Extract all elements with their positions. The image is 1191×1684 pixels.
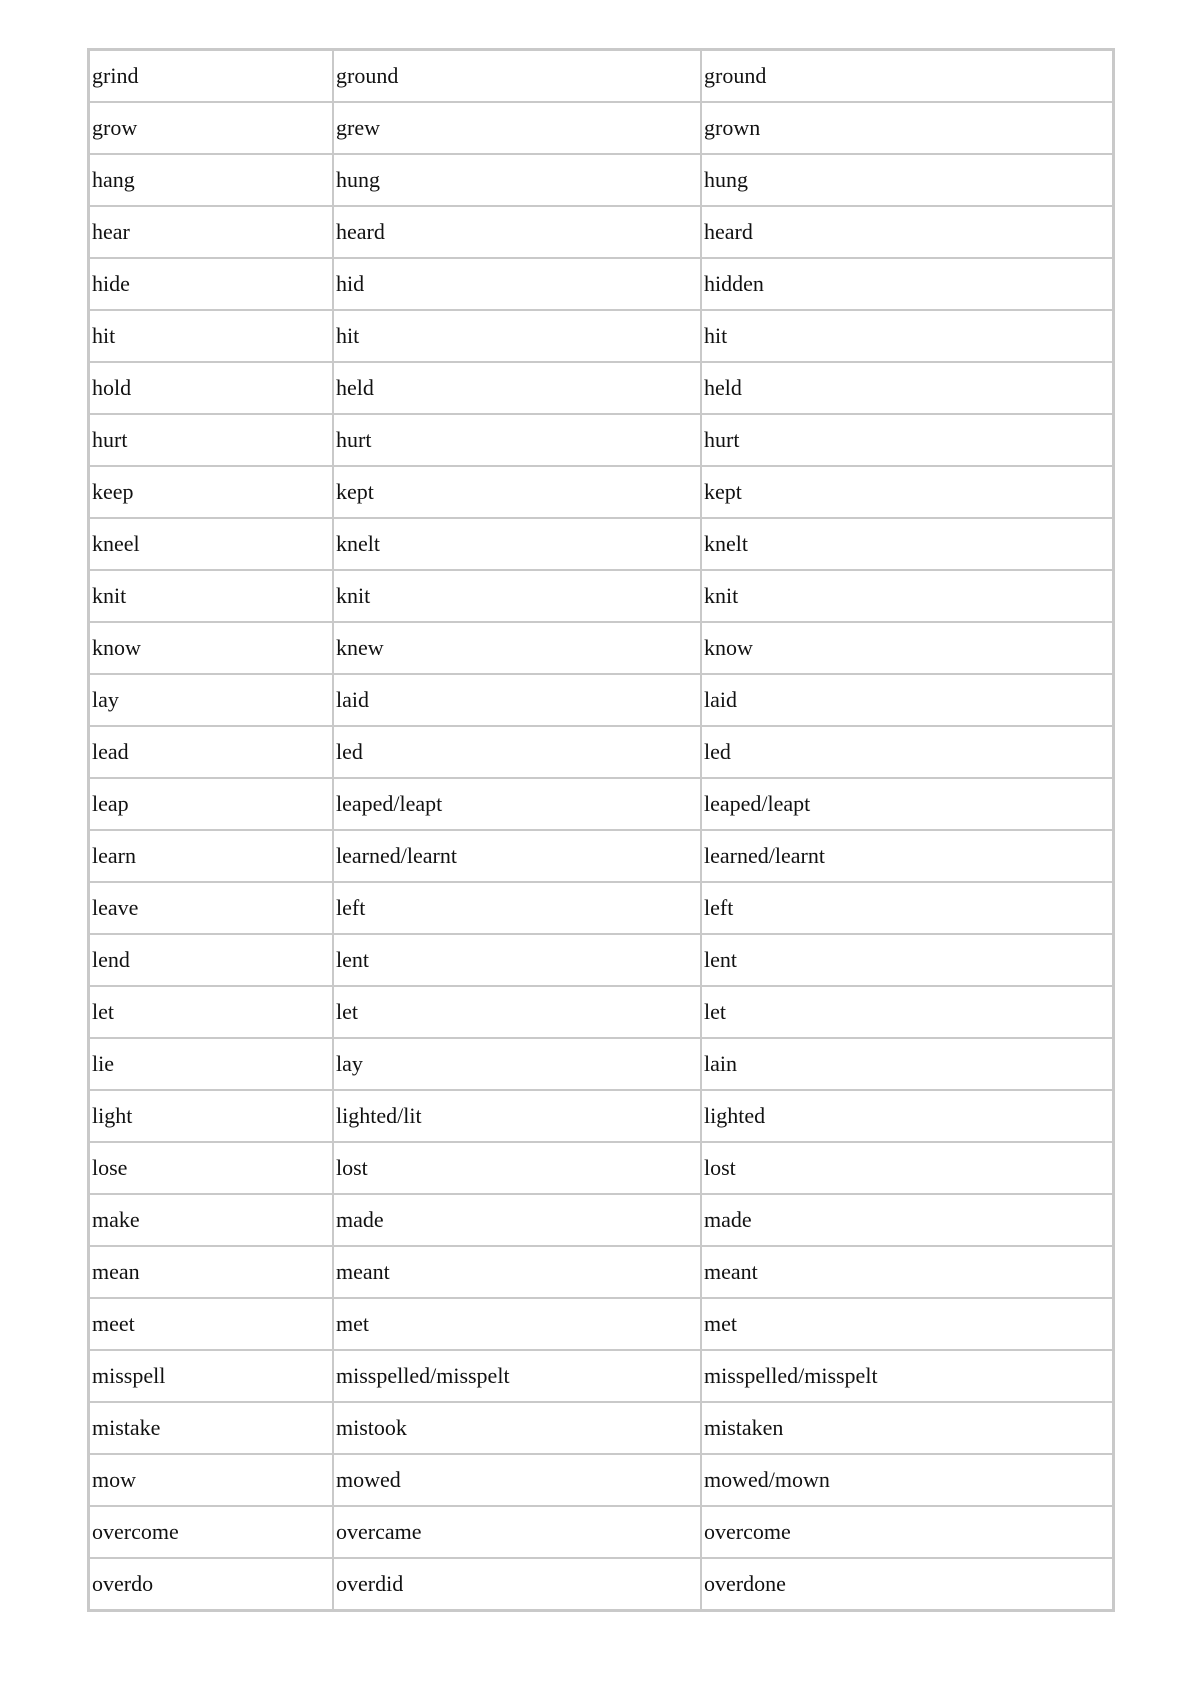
base-form-cell: grow (89, 102, 333, 154)
base-form-cell: hold (89, 362, 333, 414)
base-form-cell: overdo (89, 1558, 333, 1610)
past-simple-cell: hit (333, 310, 701, 362)
past-participle-cell: grown (701, 102, 1113, 154)
past-participle-cell: lent (701, 934, 1113, 986)
past-simple-cell: overcame (333, 1506, 701, 1558)
base-form-cell: hit (89, 310, 333, 362)
past-simple-cell: misspelled/misspelt (333, 1350, 701, 1402)
base-form-cell: leave (89, 882, 333, 934)
table-row (89, 830, 1113, 882)
past-simple-cell: meant (333, 1246, 701, 1298)
base-form-cell: kneel (89, 518, 333, 570)
past-participle-cell: laid (701, 674, 1113, 726)
base-form-cell: make (89, 1194, 333, 1246)
past-simple-cell: lay (333, 1038, 701, 1090)
table-row (89, 362, 1113, 414)
table-row (89, 1142, 1113, 1194)
past-participle-cell: heard (701, 206, 1113, 258)
table-row (89, 466, 1113, 518)
past-simple-cell: ground (333, 50, 701, 102)
table-row (89, 1350, 1113, 1402)
base-form-cell: knit (89, 570, 333, 622)
past-participle-cell: kept (701, 466, 1113, 518)
table-row (89, 1246, 1113, 1298)
table-row (89, 206, 1113, 258)
table-row (89, 50, 1113, 102)
base-form-cell: lend (89, 934, 333, 986)
past-participle-cell: knelt (701, 518, 1113, 570)
past-simple-cell: hurt (333, 414, 701, 466)
past-participle-cell: held (701, 362, 1113, 414)
past-simple-cell: lent (333, 934, 701, 986)
past-participle-cell: knit (701, 570, 1113, 622)
base-form-cell: grind (89, 50, 333, 102)
past-simple-cell: learned/learnt (333, 830, 701, 882)
table-row (89, 1298, 1113, 1350)
past-simple-cell: made (333, 1194, 701, 1246)
past-participle-cell: learned/learnt (701, 830, 1113, 882)
past-simple-cell: lost (333, 1142, 701, 1194)
past-participle-cell: made (701, 1194, 1113, 1246)
table-row (89, 414, 1113, 466)
past-simple-cell: held (333, 362, 701, 414)
past-participle-cell: lost (701, 1142, 1113, 1194)
base-form-cell: hear (89, 206, 333, 258)
table-row (89, 622, 1113, 674)
table-row (89, 726, 1113, 778)
past-simple-cell: led (333, 726, 701, 778)
base-form-cell: know (89, 622, 333, 674)
past-simple-cell: leaped/leapt (333, 778, 701, 830)
base-form-cell: hurt (89, 414, 333, 466)
past-participle-cell: let (701, 986, 1113, 1038)
base-form-cell: mean (89, 1246, 333, 1298)
table-row (89, 258, 1113, 310)
past-simple-cell: knelt (333, 518, 701, 570)
table-row (89, 154, 1113, 206)
past-simple-cell: knit (333, 570, 701, 622)
past-participle-cell: lighted (701, 1090, 1113, 1142)
past-simple-cell: laid (333, 674, 701, 726)
past-participle-cell: met (701, 1298, 1113, 1350)
past-participle-cell: overcome (701, 1506, 1113, 1558)
table-row (89, 570, 1113, 622)
base-form-cell: lose (89, 1142, 333, 1194)
irregular-verbs-table (87, 48, 1115, 1612)
table-row (89, 934, 1113, 986)
past-simple-cell: let (333, 986, 701, 1038)
past-participle-cell: mistaken (701, 1402, 1113, 1454)
base-form-cell: lay (89, 674, 333, 726)
past-simple-cell: heard (333, 206, 701, 258)
table-row (89, 1402, 1113, 1454)
table-row (89, 102, 1113, 154)
table-row (89, 882, 1113, 934)
base-form-cell: light (89, 1090, 333, 1142)
past-simple-cell: hung (333, 154, 701, 206)
base-form-cell: lie (89, 1038, 333, 1090)
past-simple-cell: left (333, 882, 701, 934)
table-row (89, 1454, 1113, 1506)
past-participle-cell: led (701, 726, 1113, 778)
past-participle-cell: misspelled/misspelt (701, 1350, 1113, 1402)
past-simple-cell: knew (333, 622, 701, 674)
table-row (89, 674, 1113, 726)
past-participle-cell: hit (701, 310, 1113, 362)
past-simple-cell: lighted/lit (333, 1090, 701, 1142)
past-participle-cell: hung (701, 154, 1113, 206)
base-form-cell: mow (89, 1454, 333, 1506)
document-page (87, 48, 1111, 1612)
table-row (89, 986, 1113, 1038)
base-form-cell: learn (89, 830, 333, 882)
base-form-cell: hang (89, 154, 333, 206)
table-row (89, 1038, 1113, 1090)
past-simple-cell: hid (333, 258, 701, 310)
base-form-cell: hide (89, 258, 333, 310)
table-row (89, 1090, 1113, 1142)
base-form-cell: let (89, 986, 333, 1038)
base-form-cell: lead (89, 726, 333, 778)
base-form-cell: leap (89, 778, 333, 830)
past-participle-cell: meant (701, 1246, 1113, 1298)
table-body (89, 50, 1113, 1610)
past-simple-cell: met (333, 1298, 701, 1350)
table-row (89, 1194, 1113, 1246)
table-row (89, 518, 1113, 570)
base-form-cell: overcome (89, 1506, 333, 1558)
base-form-cell: meet (89, 1298, 333, 1350)
past-participle-cell: mowed/mown (701, 1454, 1113, 1506)
past-simple-cell: mowed (333, 1454, 701, 1506)
past-simple-cell: kept (333, 466, 701, 518)
past-simple-cell: overdid (333, 1558, 701, 1610)
past-participle-cell: overdone (701, 1558, 1113, 1610)
table-row (89, 310, 1113, 362)
past-participle-cell: leaped/leapt (701, 778, 1113, 830)
base-form-cell: misspell (89, 1350, 333, 1402)
base-form-cell: keep (89, 466, 333, 518)
past-simple-cell: grew (333, 102, 701, 154)
past-participle-cell: ground (701, 50, 1113, 102)
table-row (89, 778, 1113, 830)
past-participle-cell: hurt (701, 414, 1113, 466)
table-row (89, 1506, 1113, 1558)
past-participle-cell: lain (701, 1038, 1113, 1090)
past-simple-cell: mistook (333, 1402, 701, 1454)
past-participle-cell: know (701, 622, 1113, 674)
past-participle-cell: hidden (701, 258, 1113, 310)
table-row (89, 1558, 1113, 1610)
base-form-cell: mistake (89, 1402, 333, 1454)
past-participle-cell: left (701, 882, 1113, 934)
